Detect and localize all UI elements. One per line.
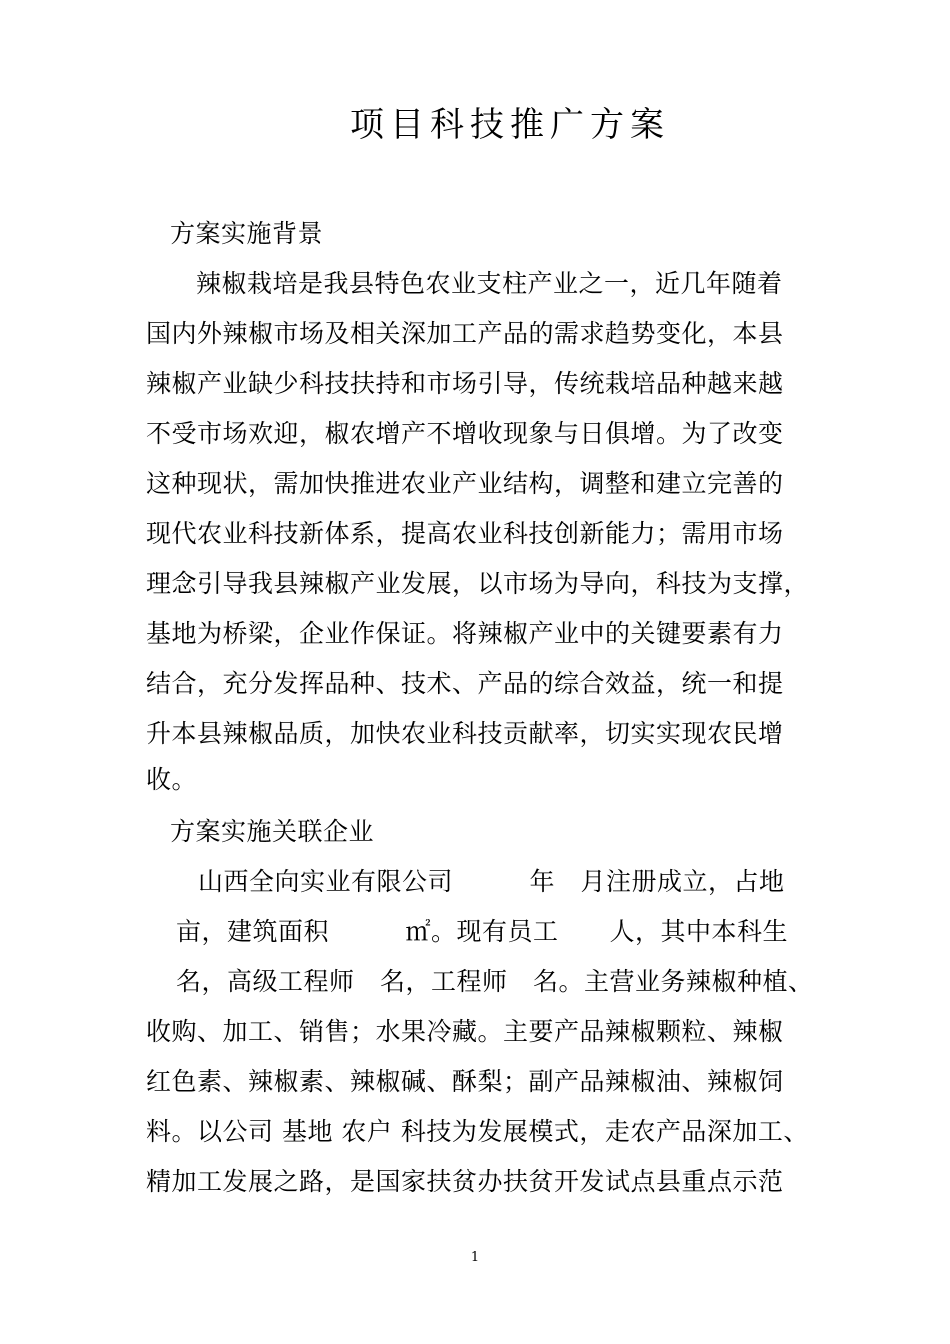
paragraph-line: 升本县辣椒品质，加快农业科技贡献率，切实实现农民增	[146, 719, 784, 748]
document-title: 项目科技推广方案	[350, 105, 670, 145]
section-heading-company: 方案实施关联企业	[170, 817, 375, 846]
paragraph-line: 收购、加工、销售；水果冷藏。主要产品辣椒颗粒、辣椒	[146, 1017, 784, 1046]
paragraph-line: 精加工发展之路，是国家扶贫办扶贫开发试点县重点示范	[146, 1167, 784, 1196]
paragraph-line: 这种现状，需加快推进农业产业结构，调整和建立完善的	[146, 469, 784, 498]
paragraph-line: 料。以公司 基地 农户 科技为发展模式，走农产品深加工、	[146, 1117, 809, 1146]
paragraph-line: 理念引导我县辣椒产业发展，以市场为导向，科技为支撑，	[146, 569, 810, 598]
paragraph-line: 辣椒栽培是我县特色农业支柱产业之一，近几年随着	[196, 269, 783, 298]
paragraph-line: 红色素、辣椒素、辣椒碱、酥梨；副产品辣椒油、辣椒饲	[146, 1067, 784, 1096]
paragraph-line: 收。	[146, 765, 198, 794]
paragraph-line: 结合，充分发挥品种、技术、产品的综合效益，统一和提	[146, 669, 784, 698]
section-heading-background: 方案实施背景	[170, 219, 324, 248]
paragraph-line: 山西全向实业有限公司 年 月注册成立，占地	[198, 867, 785, 896]
paragraph-line: 现代农业科技新体系，提高农业科技创新能力；需用市场	[146, 519, 784, 548]
paragraph-line: 名，高级工程师 名，工程师 名。主营业务辣椒种植、	[176, 967, 814, 996]
paragraph-line: 亩，建筑面积 ㎡。现有员工 人，其中本科生	[176, 917, 789, 946]
paragraph-line: 不受市场欢迎，椒农增产不增收现象与日俱增。为了改变	[146, 419, 784, 448]
paragraph-line: 国内外辣椒市场及相关深加工产品的需求趋势变化，本县	[146, 319, 784, 348]
page-number: 1	[470, 1250, 480, 1265]
paragraph-line: 基地为桥梁，企业作保证。将辣椒产业中的关键要素有力	[146, 619, 784, 648]
paragraph-line: 辣椒产业缺少科技扶持和市场引导，传统栽培品种越来越	[146, 369, 784, 398]
